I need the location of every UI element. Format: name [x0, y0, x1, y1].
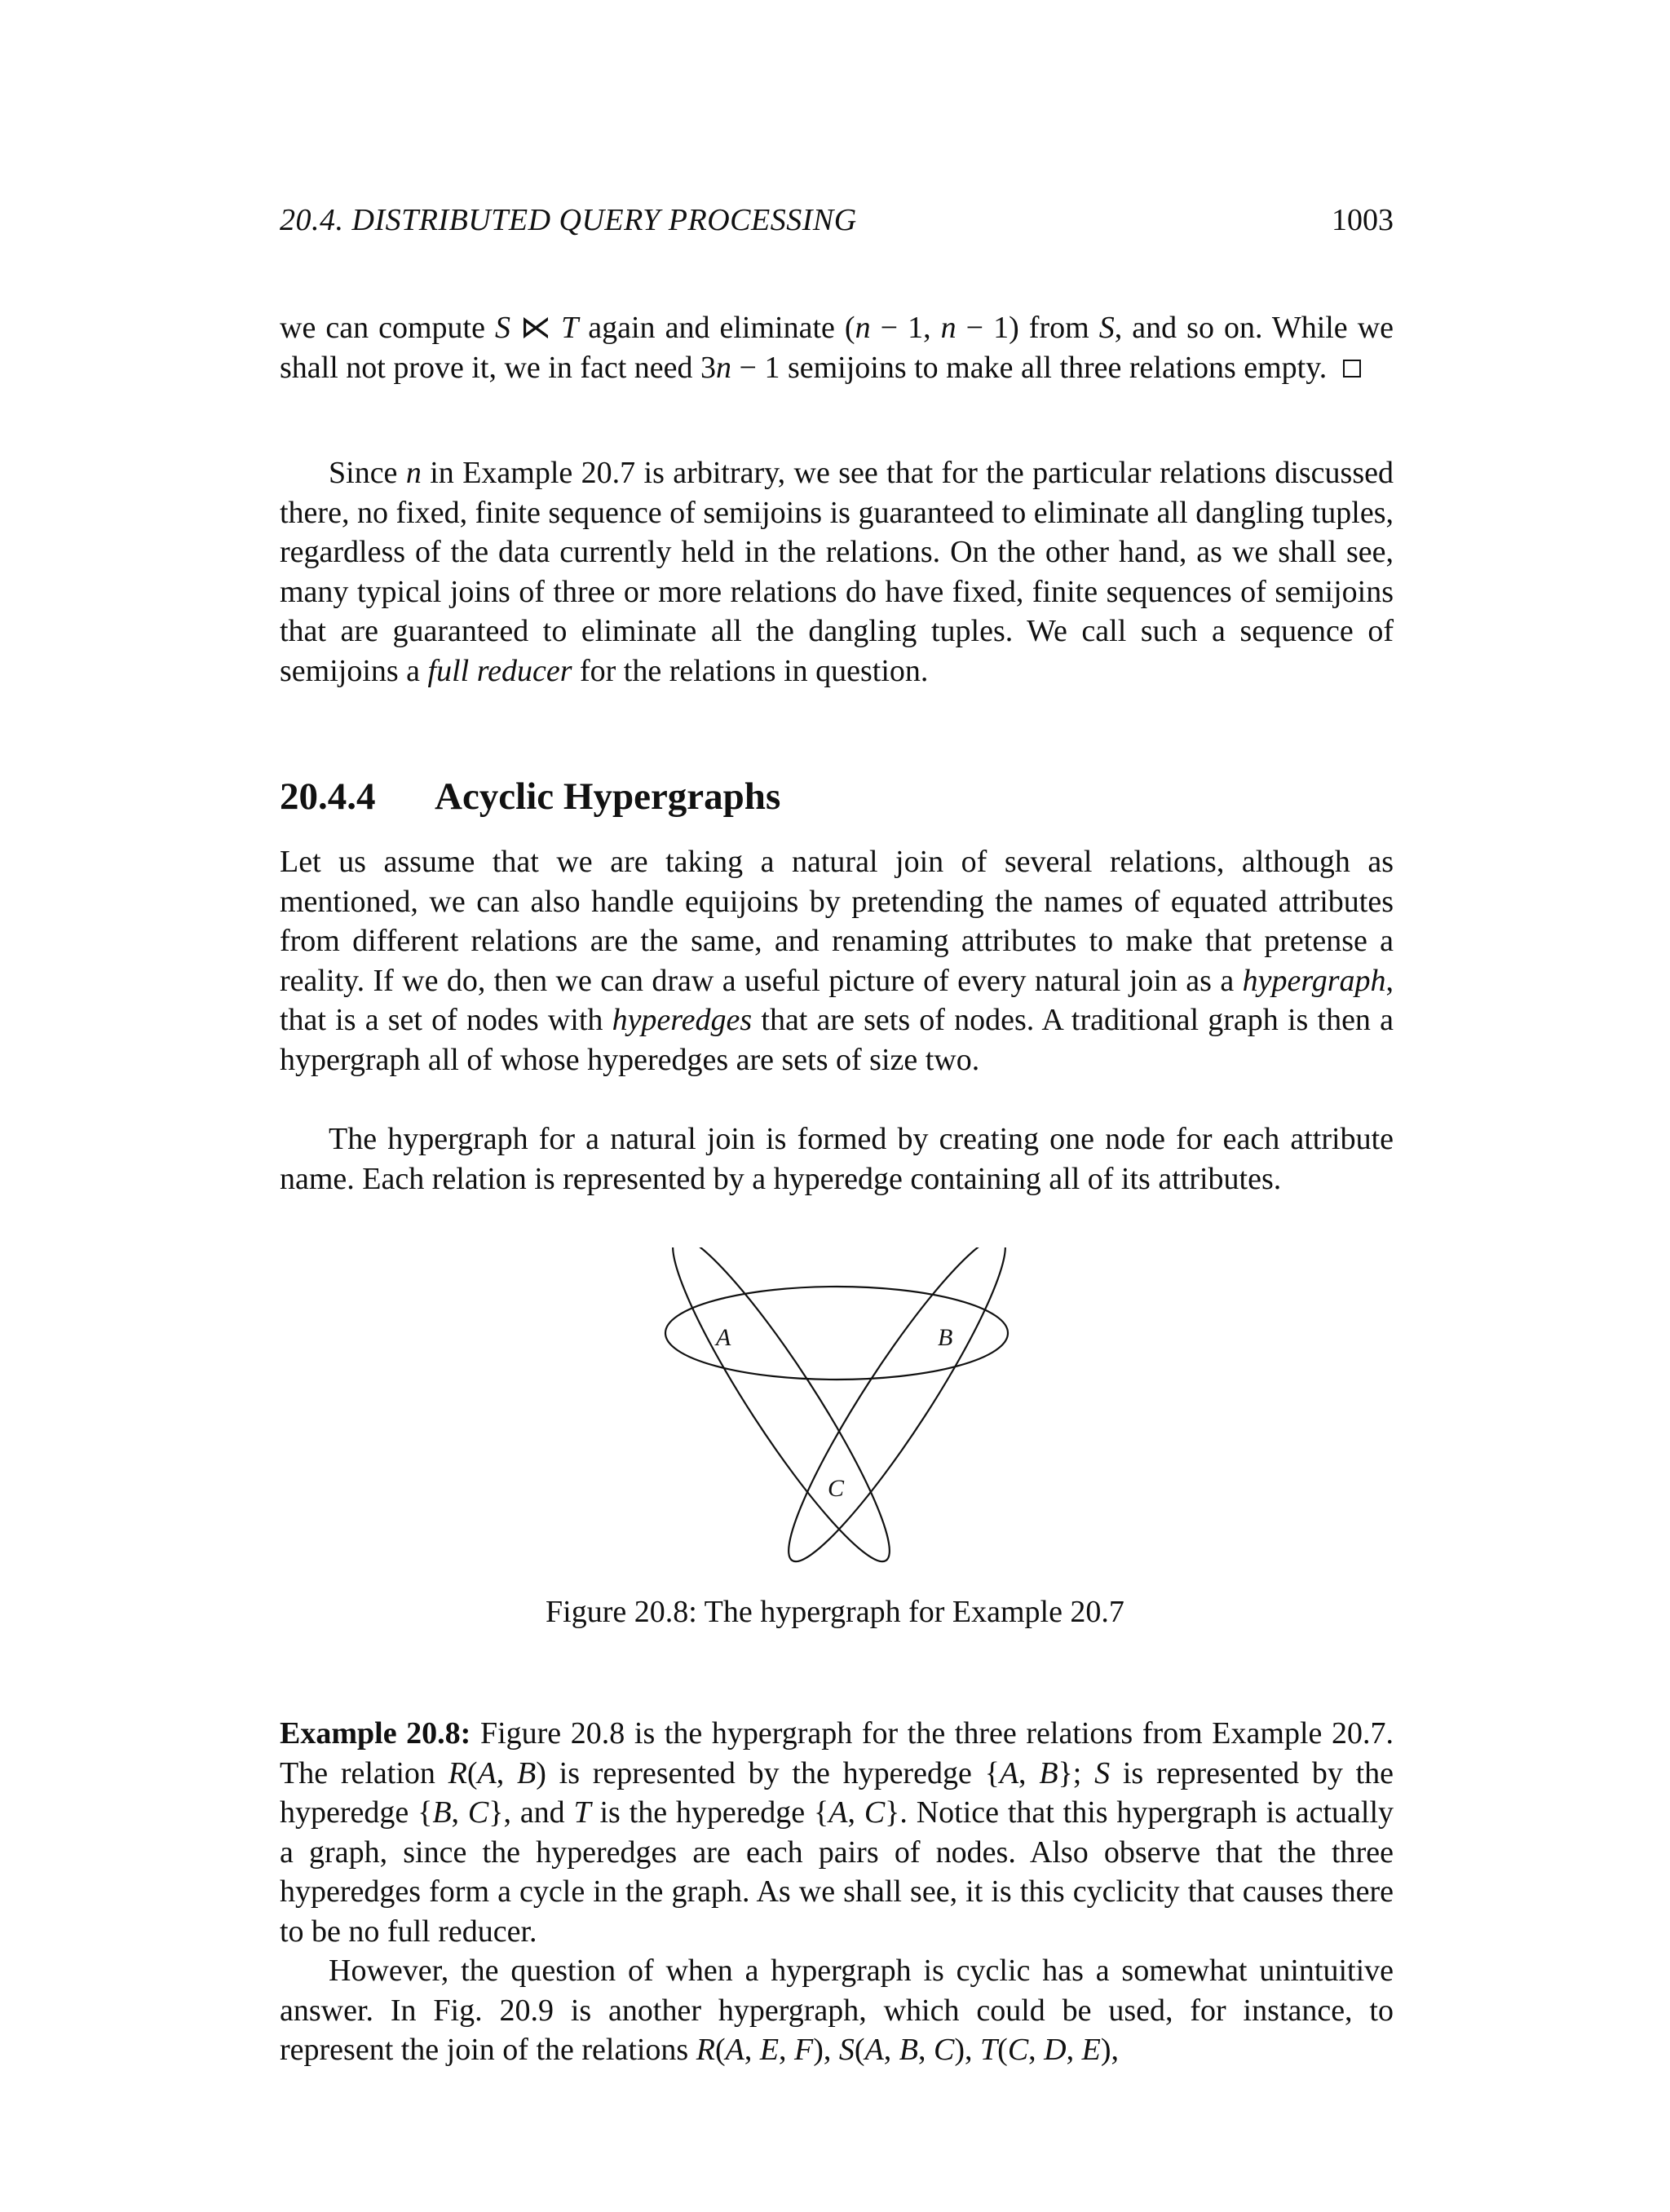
paragraph-example-20-8: Example 20.8: Figure 20.8 is the hypergraph for the three relations from Example 20.7. The relation R(A, B) is represented by the hyperedge {A, B}; S is represented by the hyperedge {B, C}, and T is the hyperedge {A, C}. Notice that this hypergraph is actually a graph, since the hyperedges are each pairs of nodes. Also observe that the three hyperedges form a cycle in the graph. As we shall see, it is this cyclicity that causes there to be no full reducer.: [280, 1716, 1394, 1949]
figure-caption: Figure 20.8: The hypergraph for Example 20.7: [546, 1595, 1124, 1629]
example-label: Example 20.8:: [280, 1716, 471, 1751]
hyperedge-bc: [765, 1247, 1029, 1565]
paragraph-hypergraph-formation: The hypergraph for a natural join is formed by creating one node for each attribute name. Each relation is represented by a hyperedge containing all of its attributes.: [280, 1122, 1394, 1196]
hypergraph-diagram: [652, 1247, 1044, 1565]
node-a-label: A: [716, 1324, 731, 1351]
running-header-title: 20.4. DISTRIBUTED QUERY PROCESSING: [280, 203, 857, 237]
hypergraph-figure: [652, 1247, 1044, 1565]
end-of-example-box: [1343, 360, 1361, 377]
section-title: Acyclic Hypergraphs: [435, 775, 781, 818]
page-number: 1003: [1332, 203, 1394, 237]
running-header: [280, 202, 1394, 251]
paragraph-hypergraph-definition: Let us assume that we are taking a natural join of several relations, although as mentioned, we can also handle equijoins by pretending the names of equated attributes from different relations are the same, and renaming attributes to make that pretense a reality. If we do, then we can draw a useful picture of every natural join as a hypergraph, that is a set of nodes with hyperedges that are sets of nodes. A traditional graph is then a hypergraph all of whose hyperedges are sets of size two.: [280, 845, 1394, 1077]
node-c-label: C: [828, 1475, 845, 1502]
hyperedge-ac: [652, 1247, 913, 1565]
section-number: 20.4.4: [280, 775, 376, 818]
paragraph-full-reducer: Since n in Example 20.7 is arbitrary, we see that for the particular relations discussed there, no fixed, finite sequence of semijoins is guaranteed to eliminate all dangling tuples, regardless of the data currently held in the relations. On the other hand, as we shall see, many typical joins of three or more relations do have fixed, finite sequences of semijoins that are guaranteed to eliminate all the dangling tuples. We call such a sequence of semijoins a full reducer for the relations in question.: [280, 456, 1394, 688]
node-b-label: B: [938, 1324, 953, 1351]
paragraph-cyclic-question: However, the question of when a hypergraph is cyclic has a somewhat unintuitive answer. In Fig. 20.9 is another hypergraph, which could be used, for instance, to represent the join of the relations R(A, E, F), S(A, B, C), T(C, D, E),: [280, 1954, 1394, 2067]
section-heading: [280, 775, 780, 819]
paragraph-example-end: we can compute S ⋉ T again and eliminate (n − 1, n − 1) from S, and so on. While we shall not prove it, we in fact need 3n − 1 semijoins to make all three relations empty.: [280, 311, 1394, 385]
